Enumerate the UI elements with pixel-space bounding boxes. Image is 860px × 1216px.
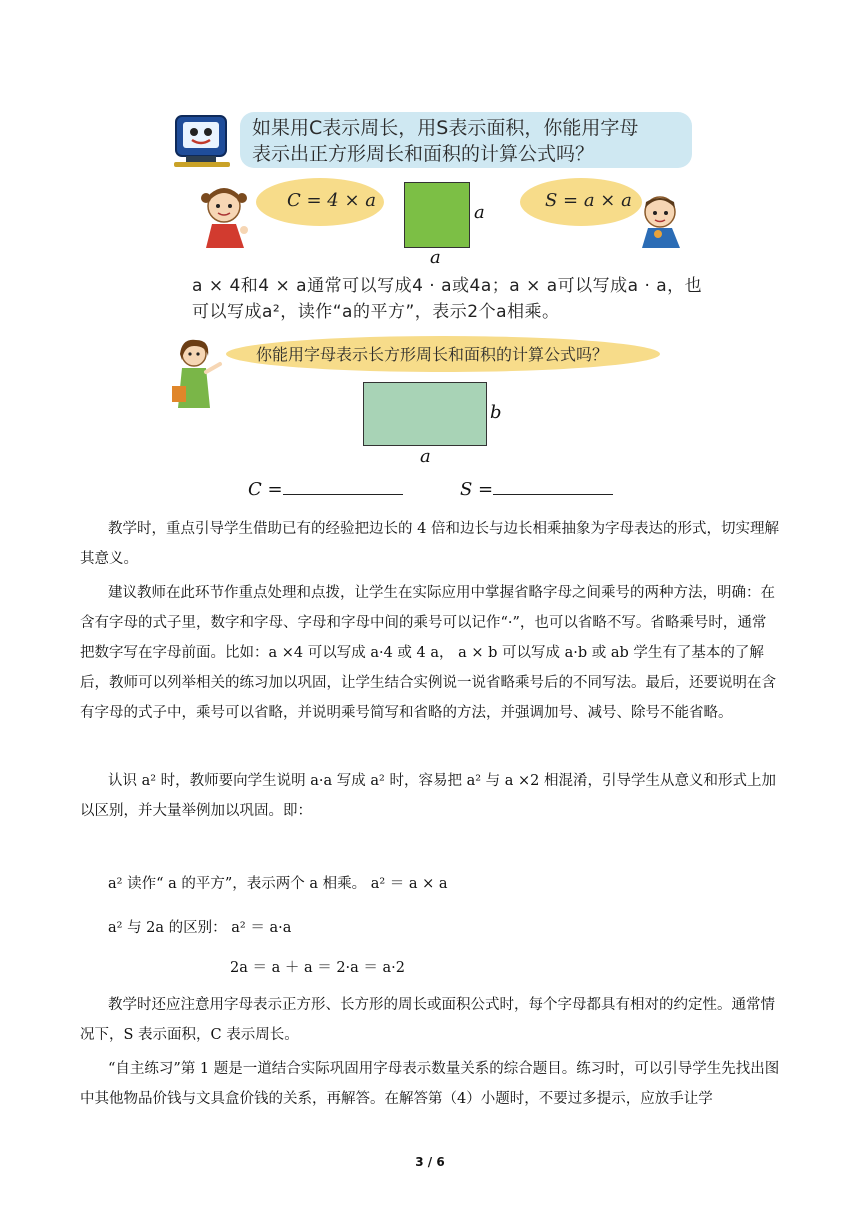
book-text-line-1: a × 4和4 × a通常可以写成4 · a或4a；a × a可以写成a · a，也 — [192, 276, 703, 296]
square-side-label-bottom: a — [430, 247, 441, 268]
rectangle-figure — [363, 382, 487, 446]
paragraph-5: “自主练习”第 1 题是一道结合实际巩固用字母表示数量关系的综合题目。练习时，可以引导学生先找出图中其他物品价钱与文具盒价钱的关系，再解答。在解答第（4）小题时，不要过多提示，应放手让学 — [80, 1061, 780, 1107]
paragraph-2: 建议教师在此环节作重点处理和点拨，让学生在实际应用中掌握省略字母之间乘号的两种方法，明确：在含有字母的式子里，数字和字母、字母和字母中间的乘号可以记作“·”，也可以省略不写。省略乘号时，通常把数字写在字母前面。比如：a ×4 可以写成 a·4 或 4 a， a × b 可以写成 a·b 或 ab 学生有了基本的了解后，教师可以列举相关的练习加以巩固，让学生结合实例说一说省略乘号后的不同写法。最后，还要说明在含有字母的式子中，乘号可以省略，并说明乘号简写和省略的方法，并强调加号、减号、除号不能省略。 — [80, 585, 776, 721]
paragraph-1: 教学时，重点引导学生借助已有的经验把边长的 4 倍和边长与边长相乘抽象为字母表达的形式，切实理解其意义。 — [80, 521, 779, 567]
rectangle-side-b-label: b — [490, 402, 502, 423]
question-line-1: 如果用C表示周长，用S表示面积，你能用字母 — [252, 117, 639, 139]
s-label: S = — [460, 479, 494, 500]
girl-student-icon — [198, 184, 254, 248]
paragraph-4: 教学时还应注意用字母表示正方形、长方形的周长或面积公式时，每个字母都具有相对的约定性。通常情况下，S 表示面积，C 表示周长。 — [80, 997, 775, 1043]
rectangle-question-text: 你能用字母表示长方形周长和面积的计算公式吗？ — [256, 345, 609, 364]
equation-2: a² 与 2a 的区别： a² ＝ a·a — [108, 920, 292, 936]
robot-computer-icon — [172, 112, 234, 168]
question-line-2: 表示出正方形周长和面积的计算公式吗？ — [252, 143, 595, 165]
square-perimeter-formula: C = 4 × a — [287, 190, 377, 211]
teacher-icon — [170, 338, 226, 410]
rectangle-side-a-label: a — [420, 446, 431, 467]
rectangle-perimeter-blank — [248, 476, 403, 500]
square-side-label-right: a — [474, 202, 485, 223]
boy-student-icon — [636, 192, 686, 248]
question-bubble-text — [252, 115, 692, 167]
book-text-line-2: 可以写成a²，读作“a的平方”，表示2个a相乘。 — [192, 302, 560, 322]
square-figure — [404, 182, 470, 248]
c-label: C = — [248, 479, 283, 500]
paragraph-3: 认识 a² 时，教师要向学生说明 a·a 写成 a² 时，容易把 a² 与 a ×2 相混淆，引导学生从意义和形式上加以区别，并大量举例加以巩固。即： — [80, 773, 776, 819]
equation-3: 2a ＝ a ＋ a ＝ 2·a ＝ a·2 — [230, 960, 405, 976]
s-blank-line — [493, 476, 613, 495]
c-blank-line — [283, 476, 403, 495]
rectangle-area-blank — [460, 476, 613, 500]
equation-1: a² 读作“ a 的平方”，表示两个 a 相乘。 a² ＝ a × a — [108, 876, 448, 892]
square-area-formula: S = a × a — [545, 190, 632, 211]
page-number: 3 / 6 — [415, 1155, 445, 1169]
